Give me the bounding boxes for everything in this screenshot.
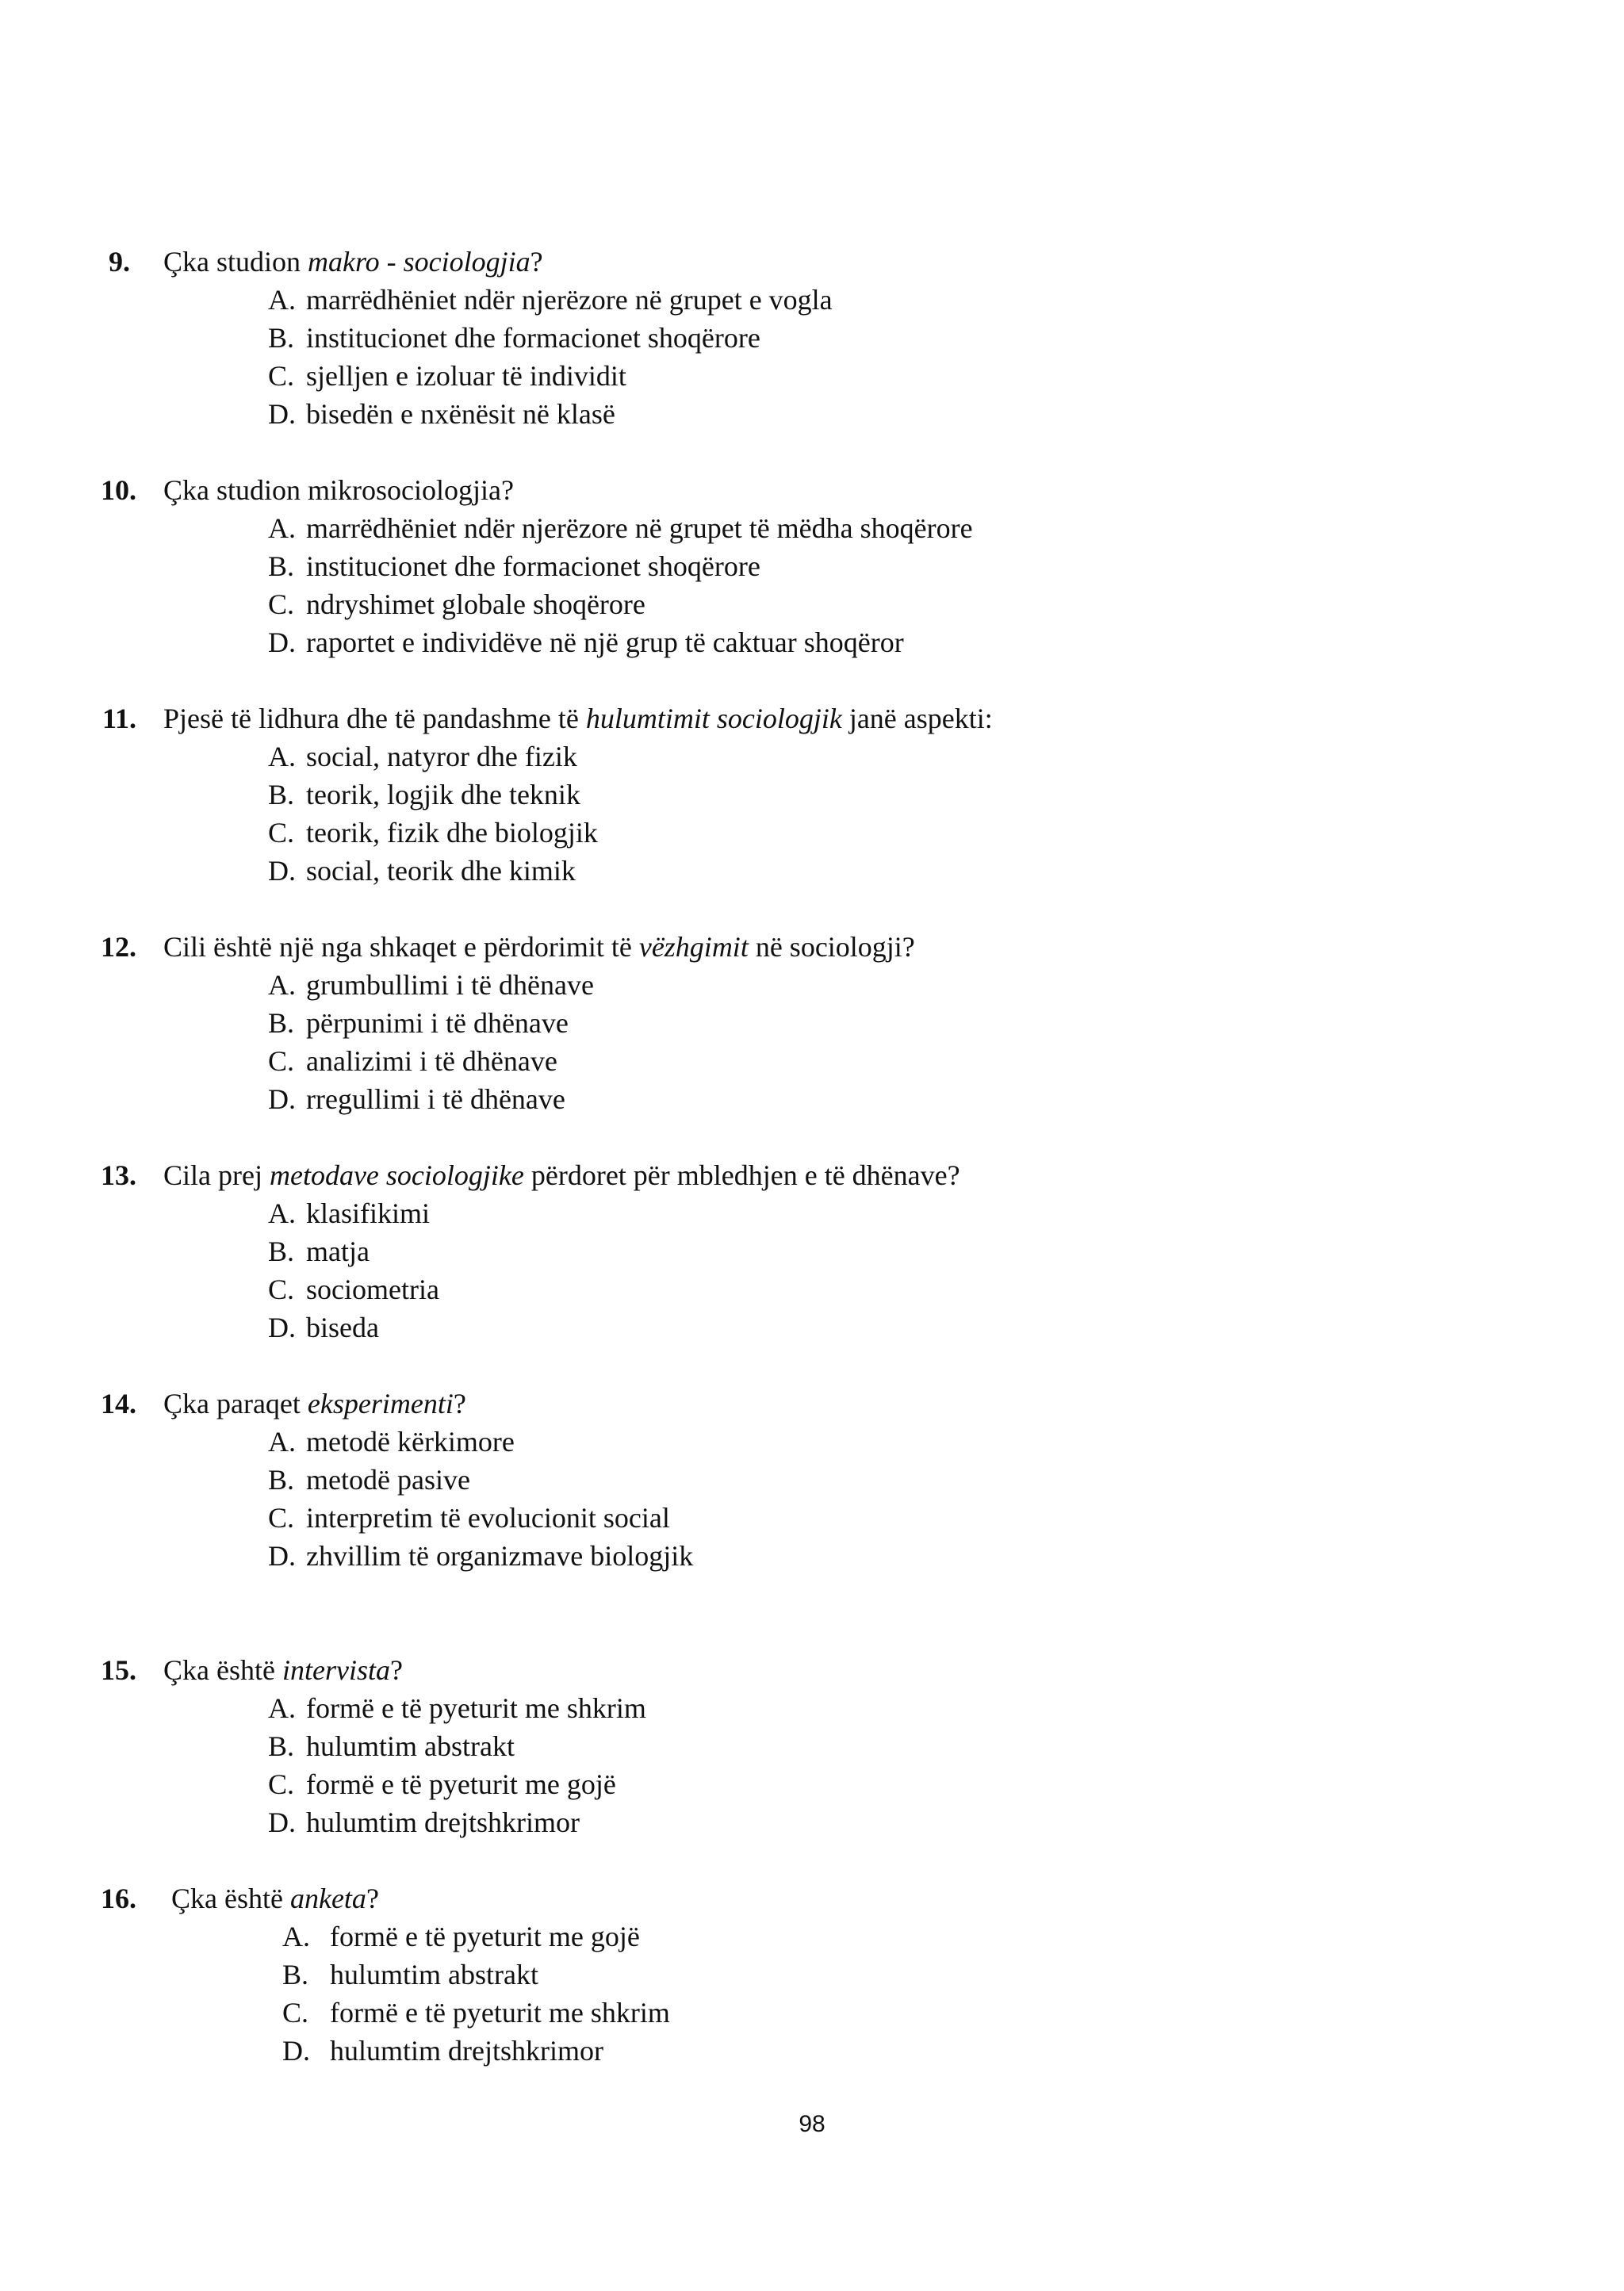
option-text: teorik, fizik dhe biologjik [306,817,598,849]
option-letter: B. [268,1464,295,1496]
option-letter: C. [268,360,295,392]
option-letter: C. [268,817,295,849]
option-text: ndryshimet globale shoqërore [306,588,645,620]
question-text: Cili është një nga shkaqet e përdorimit të vëzhgimit në sociologji? [163,931,915,963]
question-text: Çka studion makro - sociologjia? [163,246,543,278]
option-letter: D. [268,1083,296,1115]
option-letter: A. [268,1197,296,1229]
question-number: 10. [101,474,136,506]
option-text: raportet e individëve në një grup të caktuar shoqëror [306,626,904,658]
option-letter: C. [268,1502,295,1534]
option-text: social, natyror dhe fizik [306,741,577,772]
option-text: hulumtim drejtshkrimor [306,1806,580,1838]
option-text: marrëdhëniet ndër njerëzore në grupet e vogla [306,284,833,316]
option-text: formë e të pyeturit me shkrim [330,1997,670,2029]
option-text: formë e të pyeturit me gojë [306,1768,616,1800]
option-letter: B. [268,1236,295,1267]
option-text: klasifikimi [306,1197,430,1229]
option-letter: A. [268,741,296,772]
option-text: hulumtim abstrakt [330,1959,538,1990]
option-text: analizimi i të dhënave [306,1045,557,1077]
question-text: Çka është anketa? [171,1883,379,1914]
option-text: teorik, logjik dhe teknik [306,779,580,810]
option-text: formë e të pyeturit me gojë [330,1921,640,1952]
option-text: biseda [306,1312,379,1343]
option-text: interpretim të evolucionit social [306,1502,670,1534]
question-number: 15. [101,1654,136,1686]
option-letter: D. [268,855,296,887]
option-text: metodë kërkimore [306,1426,515,1458]
question-number: 16. [101,1883,136,1914]
option-letter: B. [268,1007,295,1039]
option-text: hulumtim abstrakt [306,1730,515,1762]
option-text: matja [306,1236,370,1267]
option-letter: D. [268,1312,296,1343]
question-text: Çka studion mikrosociologjia? [163,474,514,506]
question-number: 12. [101,931,136,963]
option-text: hulumtim drejtshkrimor [330,2035,603,2067]
question-text: Çka paraqet eksperimenti? [163,1388,466,1419]
option-letter: A. [268,969,296,1001]
option-text: formë e të pyeturit me shkrim [306,1692,646,1724]
option-text: social, teorik dhe kimik [306,855,576,887]
question-number: 9. [109,246,130,278]
question-text: Pjesë të lidhura dhe të pandashme të hulumtimit sociologjik janë aspekti: [163,703,993,734]
option-letter: B. [268,322,295,354]
option-text: zhvillim të organizmave biologjik [306,1540,694,1572]
option-letter: D. [268,626,296,658]
question-number: 14. [101,1388,136,1419]
option-text: institucionet dhe formacionet shoqërore [306,550,760,582]
option-letter: C. [268,1045,295,1077]
option-letter: B. [268,779,295,810]
option-letter: A. [268,1692,296,1724]
question-text: Çka është intervista? [163,1654,403,1686]
option-text: sjelljen e izoluar të individit [306,360,626,392]
option-letter: C. [268,1768,295,1800]
option-letter: B. [282,1959,309,1990]
option-letter: B. [268,1730,295,1762]
option-letter: A. [268,512,296,544]
option-text: grumbullimi i të dhënave [306,969,594,1001]
option-text: rregullimi i të dhënave [306,1083,565,1115]
option-letter: A. [268,284,296,316]
question-number: 13. [101,1159,136,1191]
option-text: përpunimi i të dhënave [306,1007,569,1039]
option-text: institucionet dhe formacionet shoqërore [306,322,760,354]
option-letter: A. [282,1921,310,1952]
option-text: sociometria [306,1274,439,1305]
option-letter: D. [268,1540,296,1572]
option-letter: C. [268,588,295,620]
option-letter: A. [268,1426,296,1458]
option-text: marrëdhëniet ndër njerëzore në grupet të mëdha shoqërore [306,512,973,544]
option-letter: C. [282,1997,309,2029]
option-letter: D. [282,2035,310,2067]
page-number: 98 [799,2111,825,2137]
option-letter: C. [268,1274,295,1305]
option-text: bisedën e nxënësit në klasë [306,398,615,430]
question-text: Cila prej metodave sociologjike përdoret për mbledhjen e të dhënave? [163,1159,960,1191]
option-letter: B. [268,550,295,582]
question-number: 11. [102,703,136,734]
option-letter: D. [268,398,296,430]
option-text: metodë pasive [306,1464,470,1496]
option-letter: D. [268,1806,296,1838]
